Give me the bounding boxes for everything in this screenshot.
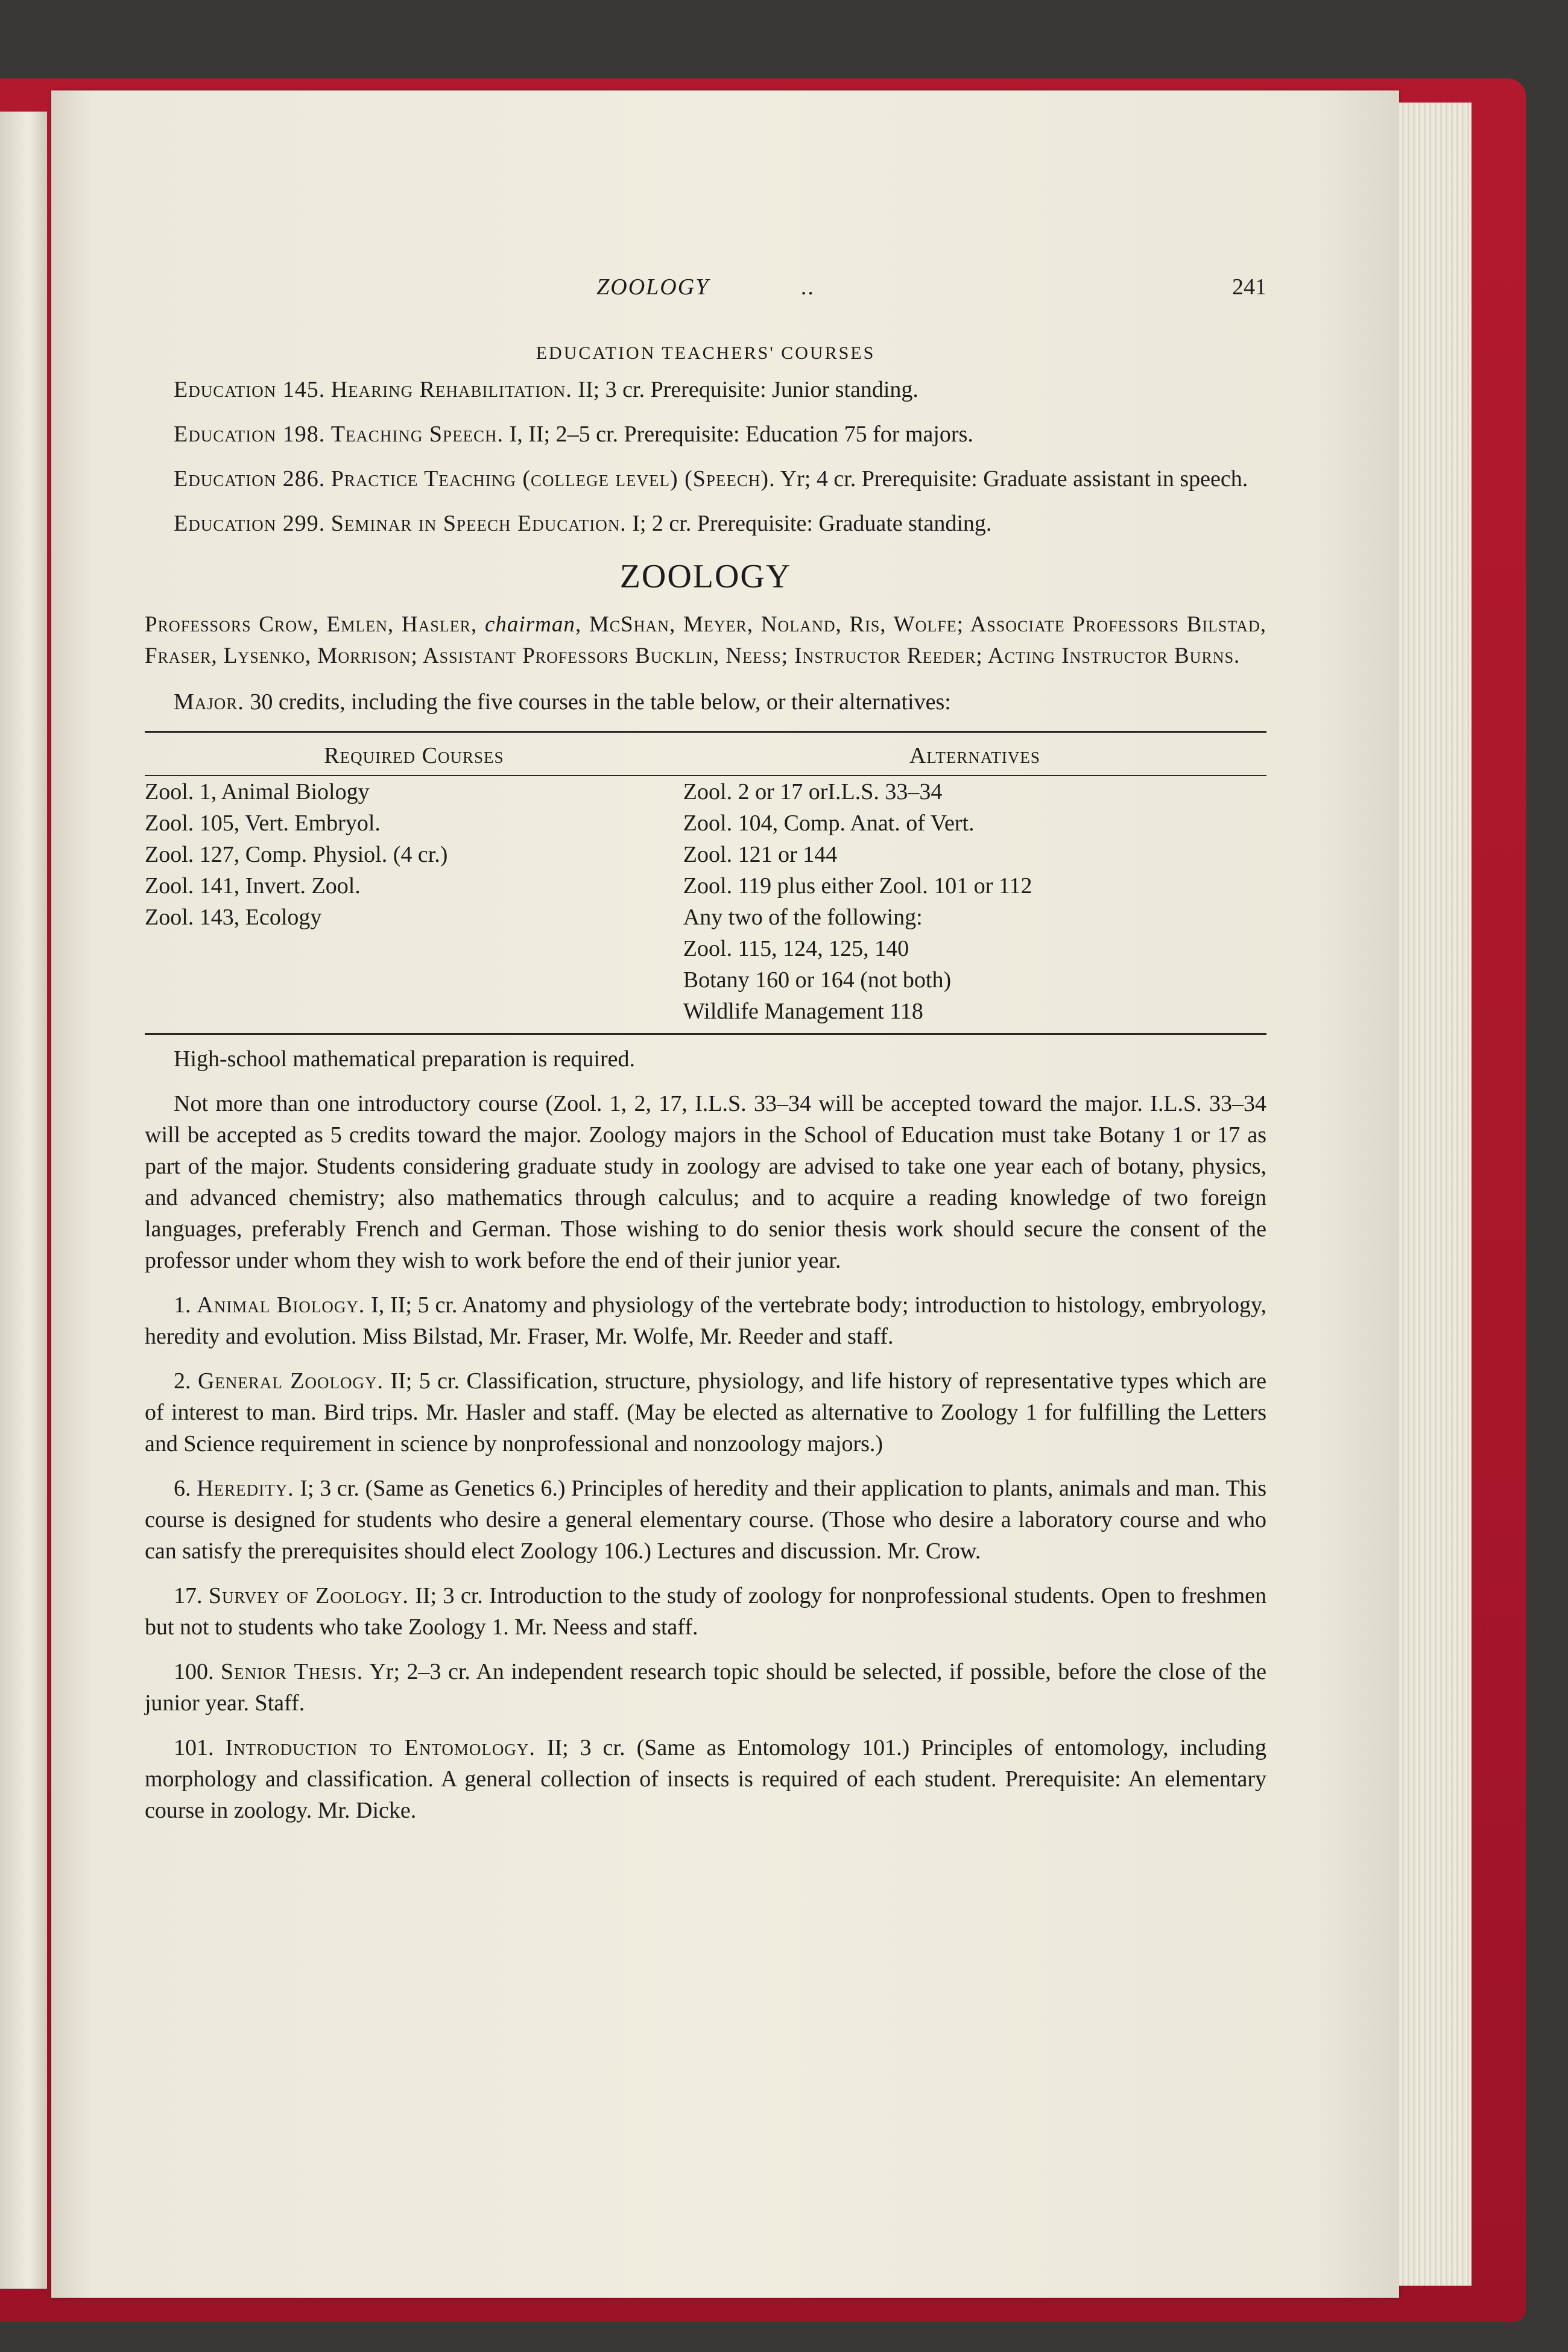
course-text: II; 3 cr. Prerequisite: Junior standing. [578,377,918,402]
course-number: 6. [174,1476,191,1501]
education-course [145,419,1266,450]
required-cell: Zool. 1, Animal Biology [145,779,370,805]
course-text: I; 2 cr. Prerequisite: Graduate standing. [632,511,992,536]
page-number: 241 [1232,274,1266,300]
course-title: Teaching Speech. [330,422,504,447]
course-title: Animal Biology. [197,1292,365,1318]
course-number: 2. [174,1368,191,1394]
table-row [145,870,1266,902]
course-text: I; 3 cr. (Same as Genetics 6.) Principles of heredity and their application to plants, animals and man. This course is designed for students who desire a general elementary course. (Those who desire a laboratory course and who can satisfy the prerequisites should elect Zoology 106.) Lectures and discussion. Mr. Crow. [145,1476,1267,1564]
required-cell: Zool. 105, Vert. Embryol. [145,811,381,836]
table-bottom-rule [145,1033,1266,1035]
zoology-course [145,1656,1266,1719]
education-section-heading: EDUCATION TEACHERS' COURSES [536,343,876,363]
course-text: I, II; 5 cr. Anatomy and physiology of the vertebrate body; introduction to histology, embryology, heredity and evolution. Miss Bilstad, Mr. Fraser, Mr. Wolfe, Mr. Reeder and staff. [145,1292,1266,1349]
col-header-required: Required Courses [145,735,683,776]
major-requirement [145,686,1266,718]
course-number: Education 299. [174,511,326,536]
course-number: Education 286. [174,466,326,492]
col-header-alternatives: Alternatives [683,735,1266,776]
table-row [145,776,1266,808]
faculty-chairman: chairman, [485,612,582,637]
course-text: II; 3 cr. Introduction to the study of zoology for nonprofessional students. Open to freshmen but not to students who take Zoology 1. Mr. Neess and staff. [145,1583,1267,1640]
required-cell: Zool. 127, Comp. Physiol. (4 cr.) [145,842,448,867]
sub-alternative: Wildlife Management 118 [683,999,923,1024]
zoology-course [145,1473,1266,1567]
table-row [145,964,1266,996]
course-text: Yr; 2–3 cr. An independent research topic should be selected, if possible, before the close of the junior year. Staff. [145,1659,1266,1716]
course-number: 101. [174,1735,214,1760]
facing-page-edge [0,112,47,2289]
course-number: 100. [174,1659,214,1684]
zoology-course [145,1289,1266,1352]
table-top-rule [145,731,1266,733]
course-title: Heredity. [197,1476,294,1501]
alternative-cell: Zool. 119 plus either Zool. 101 or 112 [683,873,1032,899]
course-title: Introduction to Entomology. [225,1735,536,1760]
course-text: I, II; 2–5 cr. Prerequisite: Education 75 for majors. [509,422,973,447]
major-text: 30 credits, including the five courses in the table below, or their alternatives: [250,689,951,715]
zoology-course [145,1732,1266,1826]
course-number: 1. [174,1292,191,1318]
table-row [145,933,1266,964]
course-title: Senior Thesis. [221,1659,364,1684]
intro-paragraph: Not more than one introductory course (Zool. 1, 2, 17, I.L.S. 33–34 will be accepted toward the major. I.L.S. 33–34 will be accepted as 5 credits toward the major. Zoology majors in the School of Education must take Botany 1 or 17 as part of the major. Students considering graduate study in zoology are advised to take one year each of botany, physics, and advanced chemistry; also mathematics through calculus; and to acquire a reading knowledge of two foreign languages, preferably French and German. Those wishing to do senior thesis work should secure the consent of the professor under whom they wish to work before the end of their junior year. [145,1091,1266,1273]
course-title: Practice Teaching (college level) (Speech). [330,466,776,492]
running-head-dots: .. [800,274,815,300]
major-label: Major. [174,689,244,715]
alternative-cell: Zool. 104, Comp. Anat. of Vert. [683,811,975,836]
course-title: Hearing Rehabilitation. [330,377,572,402]
page-content [145,271,1266,1839]
faculty-list [145,609,1266,672]
zoology-course [145,1580,1266,1643]
faculty-text: Professors Crow, Emlen, Hasler, [145,612,485,637]
course-title: Seminar in Speech Education. [330,511,627,536]
sub-alternative: Zool. 115, 124, 125, 140 [683,936,909,961]
math-note: High-school mathematical preparation is required. [174,1046,636,1072]
zoology-heading: ZOOLOGY [619,558,792,595]
education-course [145,374,1266,405]
course-title: Survey of Zoology. [208,1583,409,1608]
course-text: II; 3 cr. (Same as Entomology 101.) Principles of entomology, including morphology and classification. A general collection of insects is required of each student. Prerequisite: An elementary course in zoology. Mr. Dicke. [145,1735,1267,1823]
page-stack-edge [1399,103,1472,2286]
alternative-cell: Zool. 2 or 17 orI.L.S. 33–34 [683,779,943,805]
alternative-cell: Zool. 121 or 144 [683,842,838,867]
running-head-text: ZOOLOGY [596,274,710,300]
course-text: Yr; 4 cr. Prerequisite: Graduate assistant in speech. [780,466,1248,492]
zoology-course [145,1365,1266,1459]
running-head [145,271,1266,308]
requirements-table [145,735,1266,1027]
table-row [145,839,1266,870]
running-head-title [145,271,1266,303]
alternative-cell: Any two of the following: [683,905,923,930]
table-row [145,808,1266,839]
course-number: Education 145. [174,377,326,402]
faculty-text: McShan, Meyer, Noland, Ris, Wolfe; Associate Professors Bilstad, Fraser, Lysenko, Morrison; Assistant Professors Bucklin, Neess; Instructor Reeder; Acting Instructor Burns. [145,612,1266,668]
education-course [145,463,1266,495]
course-title: General Zoology. [197,1368,384,1394]
required-cell: Zool. 141, Invert. Zool. [145,873,361,899]
course-text: II; 5 cr. Classification, structure, physiology, and life history of representative types which are of interest to man. Bird trips. Mr. Hasler and staff. (May be elected as alternative to Zoology 1 for fulfilling the Letters and Science requirement in science by nonprofessional and nonzoology majors.) [145,1368,1266,1456]
table-row [145,996,1266,1027]
education-course [145,508,1266,539]
required-cell: Zool. 143, Ecology [145,905,322,930]
course-number: 17. [174,1583,203,1608]
table-row [145,902,1266,933]
course-number: Education 198. [174,422,326,447]
sub-alternative: Botany 160 or 164 (not both) [683,967,952,993]
